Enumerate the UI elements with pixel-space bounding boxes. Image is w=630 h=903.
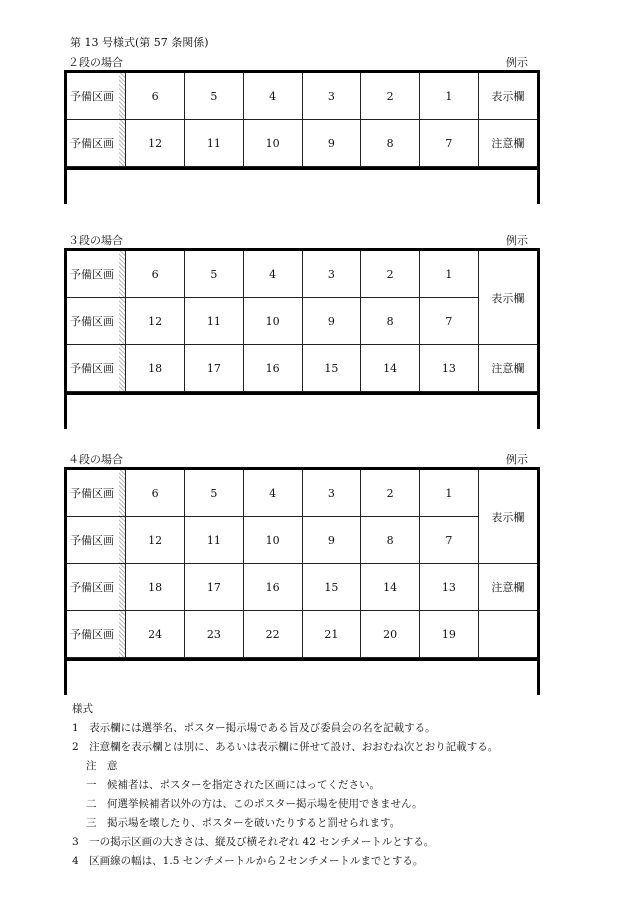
reserve-label: 予備区画 (70, 581, 114, 594)
hatch-divider (119, 564, 125, 610)
notes-heading: 様式 (72, 703, 93, 715)
slot-cell: 11 (185, 517, 244, 564)
note-item: 1 表示欄には選挙名、ポスター掲示場である旨及び委員会の名を記載する。 (72, 722, 436, 734)
reserve-cell (67, 564, 126, 611)
hatch-divider (119, 517, 125, 563)
slot-cell: 13 (420, 345, 479, 392)
hatch-divider (119, 345, 125, 391)
table-row (67, 470, 537, 517)
slot-cell: 4 (243, 251, 302, 298)
note-item: 4 区画線の幅は、1.5 センチメートルから２センチメートルまでとする。 (72, 855, 424, 867)
table-row (67, 345, 537, 392)
board-grid (64, 248, 540, 429)
section-label: ３段の場合 (68, 234, 123, 247)
slot-cell: 17 (185, 564, 244, 611)
slot-cell: 8 (361, 298, 420, 345)
slot-cell: 14 (361, 564, 420, 611)
display-column-cell: 表示欄 (478, 251, 537, 345)
reserve-label: 予備区画 (70, 137, 114, 150)
slot-cell: 5 (185, 251, 244, 298)
table-row (67, 517, 537, 564)
slot-cell: 23 (185, 611, 244, 658)
example-label: 例示 (506, 56, 528, 69)
example-label: 例示 (506, 453, 528, 466)
slot-cell: 9 (302, 517, 361, 564)
reserve-label: 予備区画 (70, 315, 114, 328)
hatch-divider (119, 73, 125, 119)
slot-cell: 18 (126, 345, 185, 392)
slot-cell: 1 (420, 251, 479, 298)
slot-cell: 10 (243, 298, 302, 345)
slot-cell: 6 (126, 251, 185, 298)
slot-cell: 7 (420, 120, 479, 167)
slot-cell: 12 (126, 120, 185, 167)
reserve-label: 予備区画 (70, 487, 114, 500)
slot-cell: 5 (185, 73, 244, 120)
slot-cell: 8 (361, 120, 420, 167)
slot-cell: 2 (361, 470, 420, 517)
slot-cell: 17 (185, 345, 244, 392)
slot-cell: 11 (185, 120, 244, 167)
section-3-tier (64, 232, 540, 429)
candidate-table (67, 470, 537, 658)
caution-heading: 注 意 (86, 760, 118, 772)
slot-cell: 12 (126, 298, 185, 345)
section-2-tier (64, 54, 540, 204)
section-label: ４段の場合 (68, 453, 123, 466)
hatch-divider (119, 251, 125, 297)
slot-cell: 11 (185, 298, 244, 345)
hatch-divider (119, 611, 125, 657)
hatch-divider (119, 120, 125, 166)
candidate-table (67, 73, 537, 167)
table-row (67, 251, 537, 298)
reserve-label: 予備区画 (70, 362, 114, 375)
caution-column-cell: 注意欄 (478, 120, 537, 167)
slot-cell: 2 (361, 251, 420, 298)
slot-cell: 22 (243, 611, 302, 658)
table-row (67, 611, 537, 658)
empty-side-cell (478, 611, 537, 658)
reserve-cell (67, 120, 126, 167)
reserve-label: 予備区画 (70, 268, 114, 281)
note-item: 3 一の掲示区画の大きさは、縦及び横それぞれ 42 センチメートルとする。 (72, 836, 435, 848)
slot-cell: 9 (302, 120, 361, 167)
board-legs (67, 392, 537, 429)
slot-cell: 15 (302, 345, 361, 392)
display-column-cell: 表示欄 (478, 73, 537, 120)
table-row (67, 564, 537, 611)
reserve-label: 予備区画 (70, 628, 114, 641)
slot-cell: 18 (126, 564, 185, 611)
display-column-cell: 表示欄 (478, 470, 537, 564)
slot-cell: 1 (420, 470, 479, 517)
slot-cell: 19 (420, 611, 479, 658)
section-label: ２段の場合 (68, 56, 123, 69)
slot-cell: 5 (185, 470, 244, 517)
slot-cell: 3 (302, 73, 361, 120)
slot-cell: 7 (420, 517, 479, 564)
slot-cell: 4 (243, 73, 302, 120)
slot-cell: 16 (243, 345, 302, 392)
reserve-cell (67, 251, 126, 298)
caution-item: 三 掲示場を壊したり、ポスターを破いたりすると罰せられます。 (86, 817, 401, 829)
reserve-cell (67, 470, 126, 517)
form-title: 第 13 号様式(第 57 条関係) (70, 36, 209, 49)
board-grid (64, 467, 540, 695)
candidate-table (67, 251, 537, 392)
section-4-tier (64, 451, 540, 695)
board-grid (64, 70, 540, 204)
slot-cell: 9 (302, 298, 361, 345)
board-legs (67, 658, 537, 695)
slot-cell: 2 (361, 73, 420, 120)
table-row (67, 120, 537, 167)
slot-cell: 16 (243, 564, 302, 611)
section-header (64, 232, 540, 248)
section-header (64, 451, 540, 467)
board-legs (67, 167, 537, 204)
reserve-label: 予備区画 (70, 90, 114, 103)
table-row (67, 73, 537, 120)
slot-cell: 6 (126, 470, 185, 517)
reserve-label: 予備区画 (70, 534, 114, 547)
slot-cell: 13 (420, 564, 479, 611)
slot-cell: 24 (126, 611, 185, 658)
table-row (67, 298, 537, 345)
slot-cell: 15 (302, 564, 361, 611)
reserve-cell (67, 517, 126, 564)
slot-cell: 8 (361, 517, 420, 564)
reserve-cell (67, 345, 126, 392)
caution-item: 一 候補者は、ポスターを指定された区画にはってください。 (86, 779, 380, 791)
slot-cell: 4 (243, 470, 302, 517)
slot-cell: 1 (420, 73, 479, 120)
notes-section (72, 700, 498, 871)
caution-column-cell: 注意欄 (478, 564, 537, 611)
slot-cell: 3 (302, 251, 361, 298)
reserve-cell (67, 611, 126, 658)
slot-cell: 10 (243, 120, 302, 167)
caution-column-cell: 注意欄 (478, 345, 537, 392)
hatch-divider (119, 298, 125, 344)
example-label: 例示 (506, 234, 528, 247)
slot-cell: 14 (361, 345, 420, 392)
slot-cell: 3 (302, 470, 361, 517)
section-header (64, 54, 540, 70)
note-item: 2 注意欄を表示欄とは別に、あるいは表示欄に併せて設け、おおむね次とおり記載する。 (72, 741, 499, 753)
slot-cell: 10 (243, 517, 302, 564)
slot-cell: 20 (361, 611, 420, 658)
slot-cell: 7 (420, 298, 479, 345)
reserve-cell (67, 298, 126, 345)
hatch-divider (119, 470, 125, 516)
slot-cell: 6 (126, 73, 185, 120)
slot-cell: 12 (126, 517, 185, 564)
reserve-cell (67, 73, 126, 120)
slot-cell: 21 (302, 611, 361, 658)
caution-item: 二 何選挙候補者以外の方は、このポスター掲示場を使用できません。 (86, 798, 423, 810)
